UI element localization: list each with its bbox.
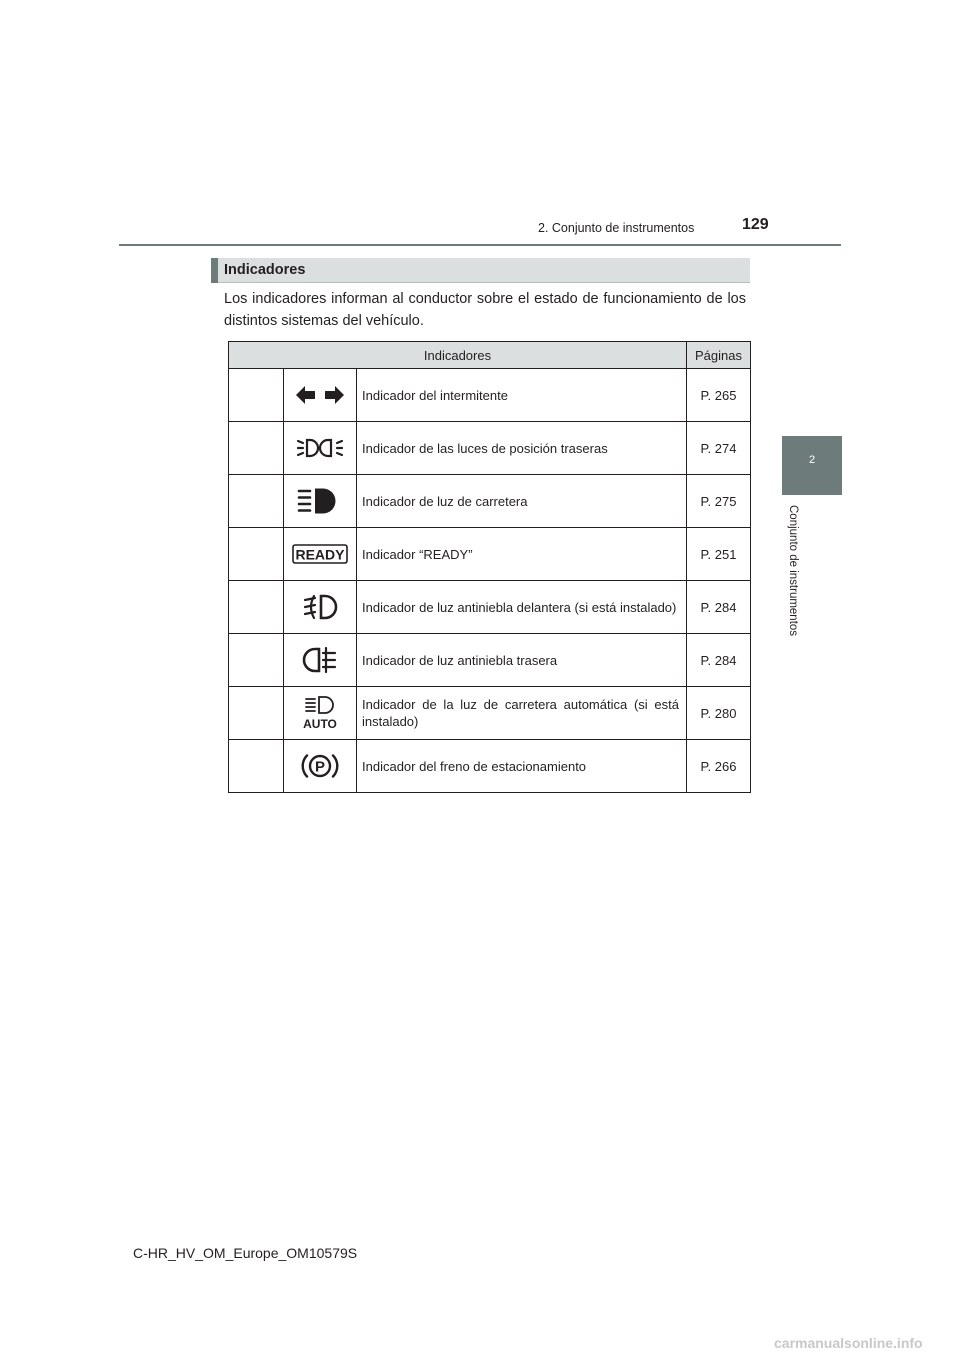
section-title: Indicadores — [224, 262, 306, 278]
icon-cell — [284, 422, 357, 475]
row-page: P. 284 — [687, 634, 751, 687]
blank-cell — [229, 422, 284, 475]
section-heading — [211, 258, 750, 283]
row-page: P. 266 — [687, 740, 751, 793]
header-indicators: Indicadores — [229, 342, 687, 369]
turn-signal-arrows-icon — [295, 385, 345, 405]
icon-cell — [284, 581, 357, 634]
icon-cell — [284, 528, 357, 581]
page-number: 129 — [742, 216, 769, 233]
rear-fog-light-icon — [302, 646, 338, 674]
blank-cell — [229, 475, 284, 528]
table-row — [229, 634, 751, 687]
front-fog-light-icon — [302, 593, 338, 621]
footer-document-code: C-HR_HV_OM_Europe_OM10579S — [133, 1245, 358, 1261]
table-row — [229, 687, 751, 740]
parking-brake-icon — [300, 751, 340, 781]
row-description: Indicador de luz de carretera — [357, 475, 687, 528]
parking-brake-icon-text: P — [314, 758, 326, 776]
row-description: Indicador “READY” — [357, 528, 687, 581]
table-row — [229, 528, 751, 581]
chapter-tab-label: Conjunto de instrumentos — [787, 505, 799, 637]
row-page: P. 275 — [687, 475, 751, 528]
row-page: P. 265 — [687, 369, 751, 422]
row-description: Indicador de luz antiniebla trasera — [357, 634, 687, 687]
icon-cell — [284, 475, 357, 528]
table-row — [229, 475, 751, 528]
tail-lights-icon — [296, 436, 344, 460]
row-page: P. 251 — [687, 528, 751, 581]
section-heading-bar — [211, 258, 218, 283]
blank-cell — [229, 740, 284, 793]
blank-cell — [229, 634, 284, 687]
row-description: Indicador del intermitente — [357, 369, 687, 422]
chapter-tab-number: 2 — [808, 454, 816, 466]
blank-cell — [229, 687, 284, 740]
blank-cell — [229, 369, 284, 422]
watermark: carmanualsonline.info — [774, 1335, 923, 1351]
header-pages: Páginas — [687, 342, 751, 369]
icon-cell — [284, 687, 357, 740]
high-beam-icon — [297, 487, 343, 515]
icon-cell — [284, 634, 357, 687]
table-row — [229, 369, 751, 422]
icon-cell — [284, 369, 357, 422]
row-description: Indicador del freno de estacionamiento — [357, 740, 687, 793]
header-rule — [119, 244, 841, 246]
indicators-table — [228, 341, 751, 793]
chapter-tab — [782, 436, 842, 495]
blank-cell — [229, 581, 284, 634]
auto-icon-text: AUTO — [303, 717, 337, 731]
ready-icon-text: READY — [295, 546, 345, 563]
icon-cell — [284, 740, 357, 793]
table-row — [229, 422, 751, 475]
row-description: Indicador de las luces de posición traseras — [357, 422, 687, 475]
table-row — [229, 581, 751, 634]
blank-cell — [229, 528, 284, 581]
auto-high-beam-icon — [300, 695, 340, 731]
row-description: Indicador de la luz de carretera automática (si está instalado) — [357, 687, 687, 740]
running-header-section: 2. Conjunto de instrumentos — [538, 221, 695, 235]
intro-paragraph: Los indicadores informan al conductor sobre el estado de funcionamiento de los distintos sistemas del vehículo. — [224, 291, 746, 329]
table-header-row — [229, 342, 751, 369]
row-page: P. 280 — [687, 687, 751, 740]
row-page: P. 274 — [687, 422, 751, 475]
table-row — [229, 740, 751, 793]
row-page: P. 284 — [687, 581, 751, 634]
row-description: Indicador de luz antiniebla delantera (si está instalado) — [357, 581, 687, 634]
ready-icon — [292, 544, 348, 564]
